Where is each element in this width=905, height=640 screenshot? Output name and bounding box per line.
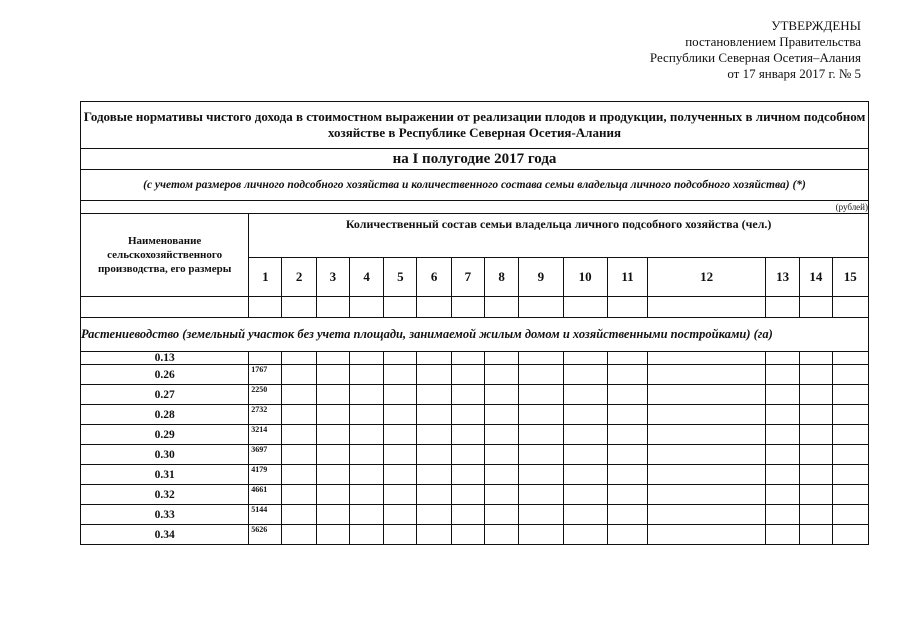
table-row — [81, 352, 869, 365]
value-cell — [563, 352, 607, 365]
table-row — [81, 485, 869, 505]
value-cell — [519, 385, 563, 405]
value-cell — [484, 525, 518, 545]
value-cell — [519, 525, 563, 545]
table-title: Годовые нормативы чистого дохода в стоимостном выражении от реализации плодов и продукции, полученных в личном подсобном хозяйстве в Республике Северная Осетия-Алания — [81, 102, 869, 149]
value-cell — [766, 505, 800, 525]
row-label: 0.33 — [81, 505, 249, 525]
value-cell: 5626 — [249, 525, 282, 545]
value-cell — [563, 405, 607, 425]
row-label: 0.32 — [81, 485, 249, 505]
value-cell — [282, 425, 316, 445]
value-cell — [349, 405, 383, 425]
value-cell — [563, 465, 607, 485]
value-cell — [519, 352, 563, 365]
table-row — [81, 425, 869, 445]
value-cell — [316, 385, 349, 405]
value-cell — [451, 445, 484, 465]
value-cell — [800, 365, 832, 385]
empty-cell — [417, 297, 451, 318]
value-cell — [451, 352, 484, 365]
income-norms-table — [80, 101, 869, 545]
approval-line: Республики Северная Осетия–Алания — [649, 50, 861, 65]
value-cell — [349, 485, 383, 505]
value-cell — [607, 465, 647, 485]
empty-cell — [607, 297, 647, 318]
row-label: 0.31 — [81, 465, 249, 485]
empty-cell — [81, 297, 249, 318]
table-row — [81, 405, 869, 425]
value-cell — [832, 445, 869, 465]
value-cell — [451, 365, 484, 385]
period-title: на I полугодие 2017 года — [81, 149, 869, 170]
value-cell — [451, 505, 484, 525]
approval-stamp — [650, 18, 861, 82]
value-cell — [484, 505, 518, 525]
units-label: (рублей) — [81, 201, 869, 214]
value-cell — [607, 385, 647, 405]
value-cell — [766, 352, 800, 365]
empty-cell — [832, 297, 869, 318]
value-cell — [832, 505, 869, 525]
value-cell — [417, 525, 451, 545]
value-cell — [349, 385, 383, 405]
empty-cell — [349, 297, 383, 318]
value-cell — [607, 352, 647, 365]
row-label: 0.28 — [81, 405, 249, 425]
value-cell — [648, 405, 766, 425]
value-cell: 4179 — [249, 465, 282, 485]
value-cell — [384, 525, 417, 545]
value-cell — [607, 365, 647, 385]
value-cell — [648, 365, 766, 385]
value-cell — [800, 485, 832, 505]
value-cell — [282, 445, 316, 465]
value-cell — [563, 385, 607, 405]
value-cell — [648, 385, 766, 405]
value-cell — [282, 352, 316, 365]
column-number: 10 — [563, 258, 607, 297]
value-cell — [563, 365, 607, 385]
value-cell: 2250 — [249, 385, 282, 405]
family-size-header: Количественный состав семьи владельца личного подсобного хозяйства (чел.) — [249, 214, 869, 258]
value-cell — [766, 445, 800, 465]
value-cell — [766, 465, 800, 485]
column-number: 4 — [349, 258, 383, 297]
value-cell — [484, 425, 518, 445]
value-cell — [832, 425, 869, 445]
column-number: 8 — [484, 258, 518, 297]
value-cell — [349, 425, 383, 445]
value-cell — [349, 505, 383, 525]
value-cell — [800, 425, 832, 445]
value-cell — [417, 485, 451, 505]
value-cell — [417, 445, 451, 465]
value-cell — [519, 365, 563, 385]
value-cell — [384, 352, 417, 365]
value-cell — [484, 465, 518, 485]
value-cell — [282, 365, 316, 385]
value-cell — [766, 525, 800, 545]
value-cell — [484, 365, 518, 385]
value-cell — [316, 525, 349, 545]
value-cell: 5144 — [249, 505, 282, 525]
row-label: 0.13 — [81, 352, 249, 365]
value-cell — [766, 485, 800, 505]
value-cell: 3214 — [249, 425, 282, 445]
value-cell — [316, 425, 349, 445]
value-cell — [832, 465, 869, 485]
value-cell — [384, 465, 417, 485]
value-cell — [563, 525, 607, 545]
value-cell — [451, 465, 484, 485]
value-cell — [648, 445, 766, 465]
approval-line: постановлением Правительства — [685, 34, 861, 49]
value-cell — [563, 505, 607, 525]
value-cell — [607, 445, 647, 465]
value-cell — [417, 352, 451, 365]
value-cell — [417, 425, 451, 445]
value-cell — [832, 385, 869, 405]
value-cell — [249, 352, 282, 365]
value-cell — [607, 505, 647, 525]
value-cell — [282, 385, 316, 405]
value-cell — [384, 425, 417, 445]
value-cell — [800, 505, 832, 525]
empty-cell — [563, 297, 607, 318]
value-cell — [484, 352, 518, 365]
value-cell — [384, 445, 417, 465]
value-cell — [519, 505, 563, 525]
column-number: 13 — [766, 258, 800, 297]
value-cell — [282, 505, 316, 525]
value-cell — [800, 405, 832, 425]
row-label: 0.30 — [81, 445, 249, 465]
value-cell — [316, 465, 349, 485]
value-cell — [484, 445, 518, 465]
value-cell — [349, 525, 383, 545]
value-cell — [349, 352, 383, 365]
value-cell — [417, 465, 451, 485]
value-cell — [484, 485, 518, 505]
value-cell — [607, 485, 647, 505]
row-label: 0.26 — [81, 365, 249, 385]
value-cell — [766, 365, 800, 385]
value-cell — [648, 352, 766, 365]
column-number: 3 — [316, 258, 349, 297]
value-cell — [282, 405, 316, 425]
value-cell — [766, 405, 800, 425]
approval-date: от 17 января 2017 г. № 5 — [727, 66, 861, 81]
empty-cell — [519, 297, 563, 318]
value-cell — [451, 385, 484, 405]
value-cell — [563, 445, 607, 465]
column-number: 9 — [519, 258, 563, 297]
column-number: 2 — [282, 258, 316, 297]
value-cell — [519, 425, 563, 445]
value-cell — [519, 465, 563, 485]
value-cell — [384, 405, 417, 425]
empty-cell — [451, 297, 484, 318]
value-cell — [563, 425, 607, 445]
value-cell — [519, 485, 563, 505]
value-cell — [484, 385, 518, 405]
column-number: 6 — [417, 258, 451, 297]
empty-cell — [648, 297, 766, 318]
value-cell — [316, 365, 349, 385]
table-row — [81, 505, 869, 525]
column-number: 15 — [832, 258, 869, 297]
value-cell — [648, 465, 766, 485]
empty-cell — [766, 297, 800, 318]
value-cell — [607, 405, 647, 425]
empty-cell — [484, 297, 518, 318]
value-cell — [282, 485, 316, 505]
value-cell — [607, 525, 647, 545]
value-cell — [316, 352, 349, 365]
value-cell — [832, 352, 869, 365]
section-header: Растениеводство (земельный участок без учета площади, занимаемой жилым домом и хозяйственными постройками) (га) — [81, 318, 869, 352]
column-number: 1 — [249, 258, 282, 297]
value-cell — [800, 385, 832, 405]
value-cell — [384, 385, 417, 405]
value-cell — [316, 505, 349, 525]
value-cell — [832, 485, 869, 505]
column-number: 7 — [451, 258, 484, 297]
value-cell: 1767 — [249, 365, 282, 385]
value-cell — [766, 425, 800, 445]
name-column-header: Наименование сельскохозяйственного производства, его размеры — [81, 214, 249, 297]
value-cell — [648, 505, 766, 525]
column-number: 5 — [384, 258, 417, 297]
value-cell — [832, 405, 869, 425]
value-cell — [417, 385, 451, 405]
value-cell — [349, 465, 383, 485]
table-row — [81, 445, 869, 465]
value-cell — [519, 445, 563, 465]
value-cell — [349, 365, 383, 385]
value-cell — [384, 485, 417, 505]
table-row — [81, 365, 869, 385]
empty-cell — [800, 297, 832, 318]
column-number: 12 — [648, 258, 766, 297]
value-cell — [316, 405, 349, 425]
value-cell — [384, 505, 417, 525]
table-note: (с учетом размеров личного подсобного хозяйства и количественного состава семьи владельца личного подсобного хозяйства) (*) — [81, 170, 869, 201]
value-cell — [417, 365, 451, 385]
row-label: 0.27 — [81, 385, 249, 405]
value-cell: 2732 — [249, 405, 282, 425]
value-cell — [451, 425, 484, 445]
table-row — [81, 465, 869, 485]
value-cell — [800, 525, 832, 545]
value-cell — [607, 425, 647, 445]
value-cell — [282, 525, 316, 545]
value-cell — [648, 525, 766, 545]
value-cell — [316, 445, 349, 465]
row-label: 0.29 — [81, 425, 249, 445]
value-cell — [451, 525, 484, 545]
value-cell — [648, 425, 766, 445]
value-cell: 4661 — [249, 485, 282, 505]
value-cell — [832, 365, 869, 385]
value-cell — [519, 405, 563, 425]
value-cell — [766, 385, 800, 405]
value-cell — [832, 525, 869, 545]
value-cell — [451, 405, 484, 425]
column-number: 11 — [607, 258, 647, 297]
empty-cell — [249, 297, 282, 318]
value-cell — [417, 505, 451, 525]
value-cell — [800, 465, 832, 485]
value-cell — [451, 485, 484, 505]
column-number: 14 — [800, 258, 832, 297]
value-cell — [417, 405, 451, 425]
table-row — [81, 525, 869, 545]
value-cell — [800, 445, 832, 465]
approval-title: УТВЕРЖДЕНЫ — [771, 18, 861, 33]
value-cell — [648, 485, 766, 505]
value-cell — [384, 365, 417, 385]
row-label: 0.34 — [81, 525, 249, 545]
table-row — [81, 385, 869, 405]
value-cell — [563, 485, 607, 505]
value-cell — [316, 485, 349, 505]
empty-cell — [384, 297, 417, 318]
value-cell — [282, 465, 316, 485]
empty-cell — [282, 297, 316, 318]
value-cell — [800, 352, 832, 365]
value-cell: 3697 — [249, 445, 282, 465]
value-cell — [484, 405, 518, 425]
empty-cell — [316, 297, 349, 318]
value-cell — [349, 445, 383, 465]
